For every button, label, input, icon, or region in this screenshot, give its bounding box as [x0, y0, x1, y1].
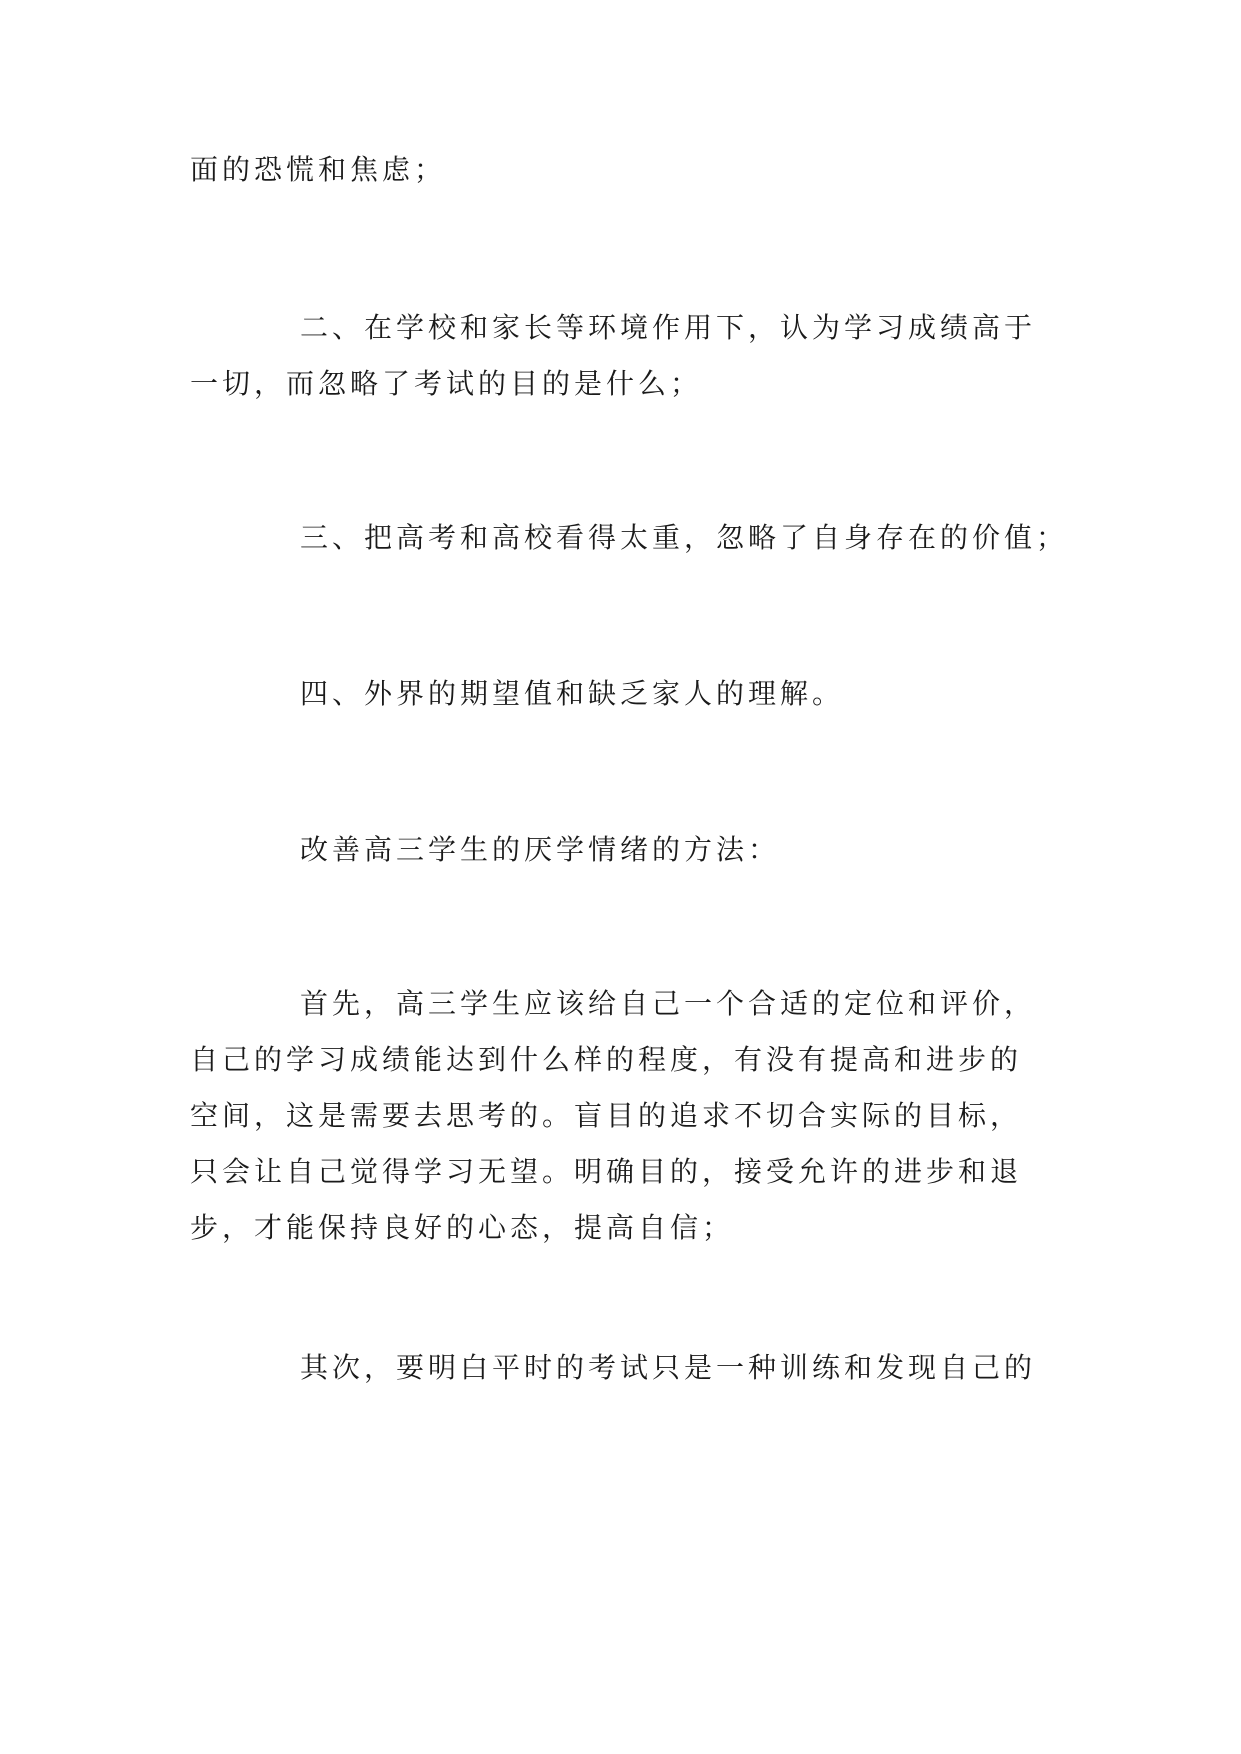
text-line: 改善高三学生的厌学情绪的方法：: [300, 833, 781, 866]
text-line: 首先，高三学生应该给自己一个合适的定位和评价，: [300, 987, 1037, 1020]
text-line: 一切，而忽略了考试的目的是什么；: [190, 367, 703, 400]
text-line: 步，才能保持良好的心态，提高自信；: [190, 1211, 735, 1244]
text-line: 自己的学习成绩能达到什么样的程度，有没有提高和进步的: [190, 1043, 1023, 1076]
text-line: 二、在学校和家长等环境作用下，认为学习成绩高于: [300, 311, 1037, 344]
text-line: 只会让自己觉得学习无望。明确目的，接受允许的进步和退: [190, 1155, 1023, 1188]
text-line: 其次，要明白平时的考试只是一种训练和发现自己的: [300, 1351, 1037, 1384]
text-line: 三、把高考和高校看得太重，忽略了自身存在的价值；: [300, 521, 1069, 554]
text-line: 面的恐慌和焦虑；: [190, 153, 447, 186]
text-line: 四、外界的期望值和缺乏家人的理解。: [300, 677, 845, 710]
text-line: 空间，这是需要去思考的。盲目的追求不切合实际的目标，: [190, 1099, 1023, 1132]
paragraph-item-3: [190, 510, 1069, 566]
paragraph-item-4: [190, 666, 1060, 722]
paragraph-item-2: [190, 300, 1060, 412]
paragraph-first-method: [190, 976, 1060, 1256]
paragraph-continuation: [190, 142, 1060, 198]
paragraph-second-method: [190, 1340, 1060, 1396]
section-heading-methods: [190, 822, 1060, 878]
